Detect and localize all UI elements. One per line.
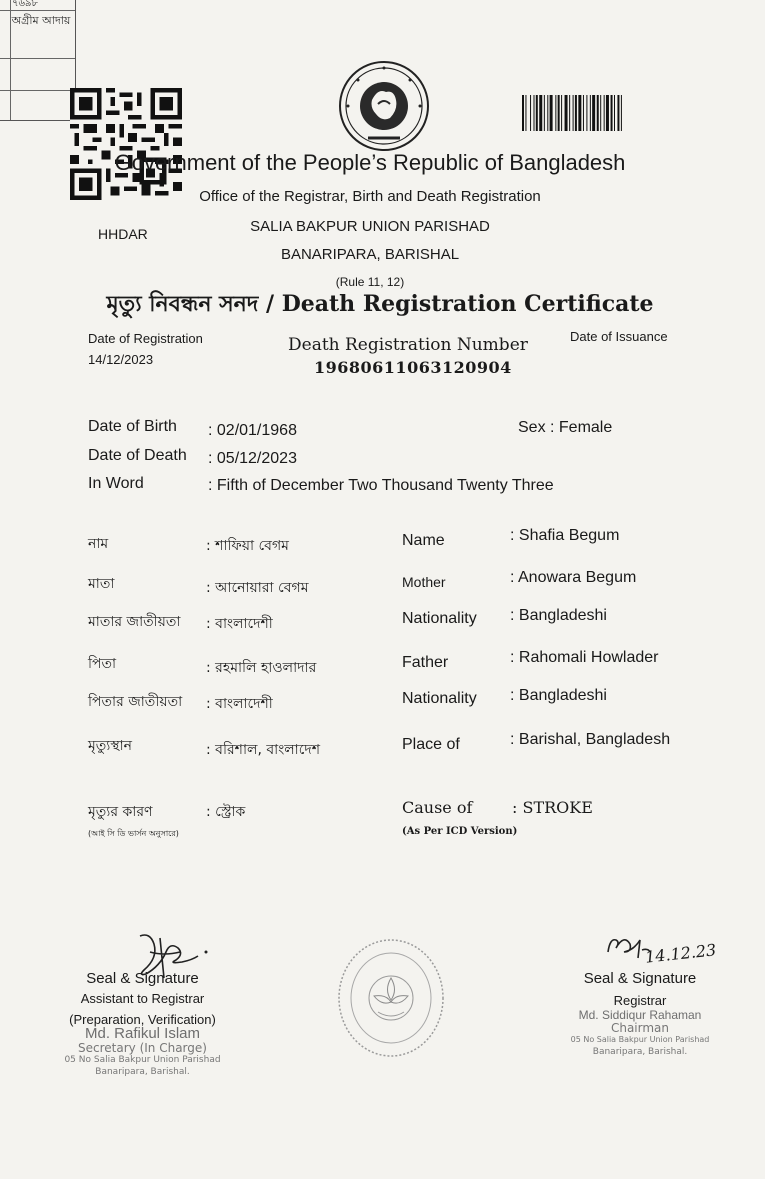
- right-signature-role: Registrar: [613, 993, 667, 1008]
- area-heading: BANARIPARA, BARISHAL: [280, 246, 460, 263]
- right-stamp-line3: Banaripara, Barishal.: [592, 1047, 688, 1057]
- detail-bn-value: : আনোয়ারা বেগম: [206, 580, 309, 596]
- detail-en-label: Name: [402, 532, 445, 549]
- right-signature-block: [560, 970, 720, 1008]
- corner-table-fragment: [0, 0, 76, 121]
- corner-cell-text: অগ্রীম আদায়: [11, 14, 71, 27]
- detail-en-label: Mother: [402, 574, 446, 590]
- detail-en-value: : Rahomali Howlader: [510, 649, 659, 666]
- date-of-birth-value: : 02/01/1968: [208, 422, 297, 439]
- left-signature-stamp: [60, 1025, 225, 1078]
- cause-bn-label: মৃত্যুর কারণ: [88, 804, 153, 820]
- cause-bn-value: : স্ট্রোক: [206, 804, 246, 820]
- detail-en-value: : Barishal, Bangladesh: [510, 731, 671, 748]
- union-parishad-seal-icon: [336, 938, 446, 1058]
- in-word-label: In Word: [88, 475, 144, 492]
- detail-en-label: Nationality: [402, 610, 477, 627]
- detail-en-value: : Shafia Begum: [510, 527, 620, 544]
- detail-bn-value: : বাংলাদেশী: [206, 616, 273, 632]
- left-stamp-name: Md. Rafikul Islam: [84, 1025, 201, 1042]
- left-signature-role2: (Preparation, Verification): [69, 1012, 216, 1027]
- detail-bn-label: পিতার জাতীয়তা: [88, 694, 183, 710]
- left-signature-title: Seal & Signature: [86, 970, 199, 987]
- registration-number-label: Death Registration Number: [288, 335, 528, 355]
- left-stamp-line3: Banaripara, Barishal.: [95, 1067, 190, 1077]
- cause-en-note: (As Per ICD Version): [402, 826, 518, 837]
- date-of-death-value: : 05/12/2023: [208, 450, 297, 467]
- detail-en-value: : Anowara Begum: [510, 569, 637, 586]
- left-signature-role: Assistant to Registrar: [80, 991, 205, 1006]
- qr-code-icon: [70, 88, 182, 200]
- union-heading: SALIA BAKPUR UNION PARISHAD: [250, 218, 490, 235]
- date-of-death-label: Date of Death: [88, 447, 187, 464]
- detail-bn-label: নাম: [88, 536, 109, 552]
- right-stamp-line2: 05 No Salia Bakpur Union Parishad: [570, 1035, 710, 1044]
- detail-en-label: Place of: [402, 736, 460, 753]
- cause-bn-note: (আই সি ডি ভার্সন অনুসারে): [88, 829, 179, 838]
- detail-en-label: Father: [402, 654, 449, 671]
- right-signature-title: Seal & Signature: [583, 970, 697, 987]
- left-stamp-line1: Secretary (In Charge): [78, 1041, 207, 1055]
- issuance-date-label: Date of Issuance: [570, 329, 668, 344]
- left-signature-block: [60, 970, 225, 1027]
- office-heading: Office of the Registrar, Birth and Death Registration: [199, 188, 541, 205]
- detail-bn-label: মাতার জাতীয়তা: [88, 614, 181, 630]
- detail-bn-value: : শাফিয়া বেগম: [206, 538, 289, 554]
- left-stamp-line2: 05 No Salia Bakpur Union Parishad: [64, 1055, 221, 1065]
- right-handwritten-date: 14.12.23: [644, 940, 718, 967]
- government-seal-icon: [338, 60, 430, 152]
- cause-en-value: : STROKE: [512, 798, 593, 817]
- certificate-title: মৃত্যু নিবন্ধন সনদ / Death Registration Certificate: [106, 291, 654, 317]
- sex-value: Sex : Female: [518, 419, 613, 436]
- registration-date-value: 14/12/2023: [88, 352, 154, 367]
- registration-date-label: Date of Registration: [88, 331, 203, 346]
- registration-number-value: 19680611063120904: [314, 358, 512, 377]
- government-heading: Government of the People’s Republic of Bangladesh: [114, 150, 626, 175]
- right-signature-stamp: [560, 1008, 720, 1058]
- detail-bn-label: মৃত্যুস্থান: [88, 738, 133, 754]
- in-word-value: : Fifth of December Two Thousand Twenty Three: [208, 477, 554, 494]
- detail-en-value: : Bangladeshi: [510, 607, 607, 624]
- right-stamp-line1: Chairman: [610, 1021, 670, 1035]
- corner-top-text: ৭৬৯৮: [12, 0, 38, 9]
- detail-bn-value: : বাংলাদেশী: [206, 696, 273, 712]
- rule-reference: (Rule 11, 12): [335, 275, 405, 289]
- qr-caption: HHDAR: [98, 226, 148, 242]
- cause-en-label: Cause of: [402, 798, 473, 817]
- detail-en-value: : Bangladeshi: [510, 687, 607, 704]
- barcode-icon: [522, 95, 716, 131]
- date-of-birth-label: Date of Birth: [88, 418, 177, 435]
- detail-bn-label: মাতা: [88, 576, 115, 592]
- right-stamp-name: Md. Siddiqur Rahaman: [578, 1008, 702, 1022]
- detail-bn-value: : রহমালি হাওলাদার: [206, 660, 317, 676]
- detail-en-label: Nationality: [402, 690, 477, 707]
- detail-bn-label: পিতা: [88, 656, 117, 672]
- detail-bn-value: : বরিশাল, বাংলাদেশ: [206, 742, 320, 758]
